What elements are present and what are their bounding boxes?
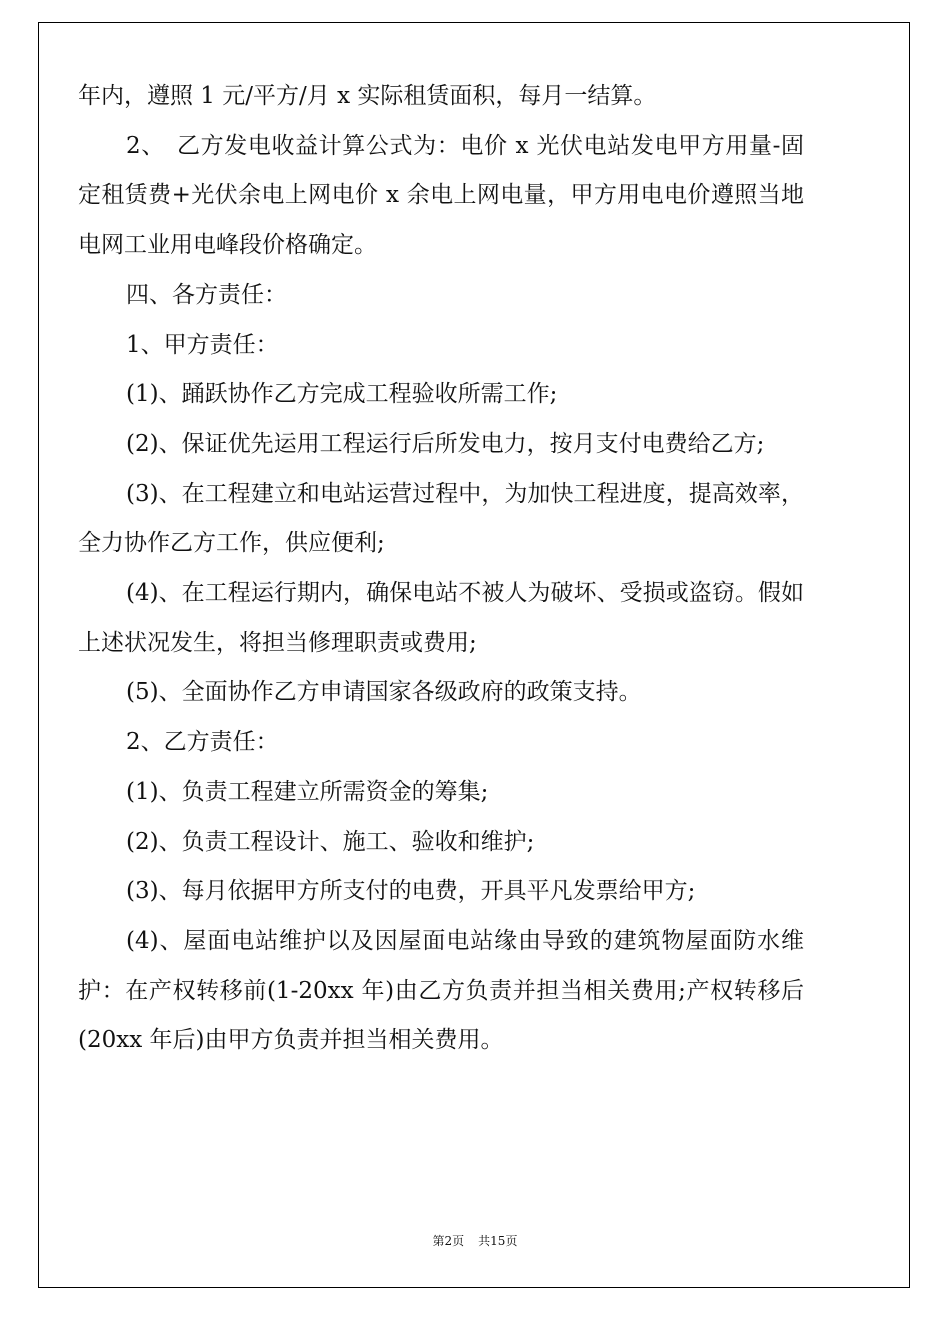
subsection-heading: 1、甲方责任： (126, 331, 279, 358)
list-item: (3)、在工程建立和电站运营过程中，为加快工程进度，提高效率，全力协作乙方工作，供应便利; (78, 480, 804, 557)
list-item: (2)、负责工程设计、施工、验收和维护; (126, 828, 535, 855)
subsection-heading: 2、乙方责任： (126, 729, 279, 756)
list-item: (1)、负责工程建立所需资金的筹集; (126, 778, 489, 805)
page-number: 第2页 (432, 1234, 465, 1248)
list-item: (4)、屋面电站维护以及因屋面电站缘由导致的建筑物屋面防水维护：在产权转移前(1-20xx 年)由乙方负责并担当相关费用;产权转移后(20xx 年后)由甲方负责并担当相关费用。 (78, 927, 804, 1054)
list-item: (4)、在工程运行期内，确保电站不被人为破坏、受损或盗窃。假如上述状况发生，将担当修理职责或费用; (78, 580, 804, 656)
paragraph: 年内，遵照 1 元/平方/月 x 实际租赁面积，每月一结算。 (78, 83, 657, 109)
list-item: (3)、每月依据甲方所支付的电费，开具平凡发票给甲方; (126, 878, 696, 905)
document-body (78, 72, 804, 1066)
list-item: (5)、全面协作乙方申请国家各级政府的政策支持。 (126, 679, 642, 706)
list-item: (1)、踊跃协作乙方完成工程验收所需工作; (126, 381, 558, 408)
paragraph: 2、 乙方发电收益计算公式为：电价 x 光伏电站发电甲方用量-固定租赁费+光伏余电上网电价 x 余电上网电量，甲方用电电价遵照当地电网工业用电峰段价格确定。 (78, 132, 804, 259)
page-footer (0, 1232, 950, 1249)
page-total: 共15页 (478, 1234, 518, 1248)
list-item: (2)、保证优先运用工程运行后所发电力，按月支付电费给乙方; (126, 430, 765, 457)
section-heading: 四、各方责任： (126, 281, 287, 308)
